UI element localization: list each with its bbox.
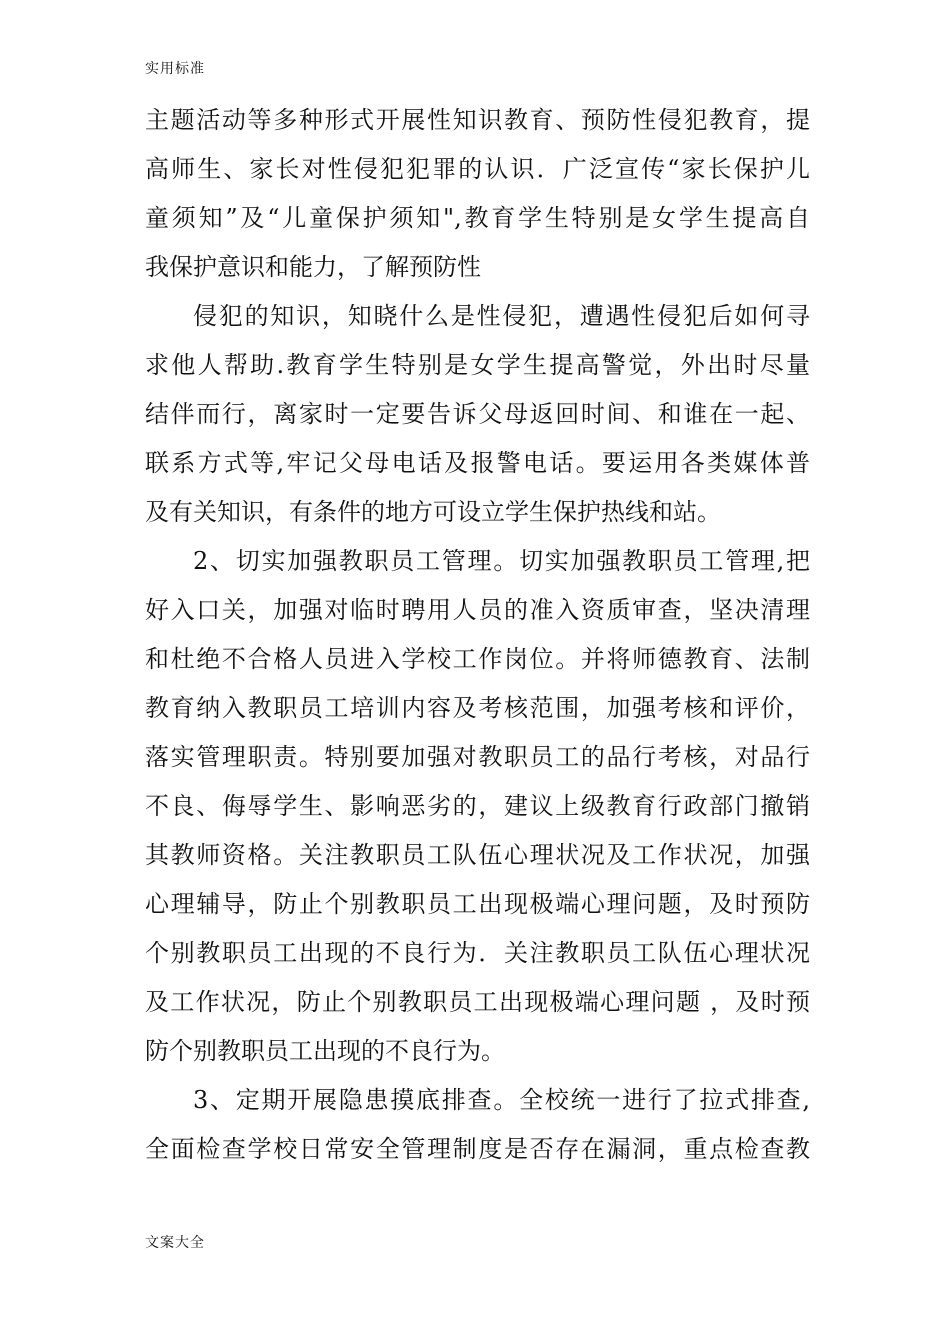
page-footer: 文案大全 bbox=[145, 1235, 205, 1251]
text-line: 落实管理职责。特别要加强对教职员工的品行考核，对品行 bbox=[145, 743, 810, 771]
text-line: 教育纳入教职员工培训内容及考核范围，加强考核和评价， bbox=[145, 694, 810, 722]
text-line: 联系方式等,牢记父母电话及报警电话。要运用各类媒体普 bbox=[145, 449, 810, 477]
text-line: 防个别教职员工出现的不良行为。 bbox=[145, 1037, 505, 1065]
text-line: 主题活动等多种形式开展性知识教育、预防性侵犯教育，提 bbox=[145, 106, 810, 134]
text-line: 求他人帮助.教育学生特别是女学生提高警觉，外出时尽量 bbox=[145, 351, 810, 379]
text-line: 我保护意识和能力，了解预防性 bbox=[145, 253, 481, 281]
text-line: 2、切实加强教职员工管理。切实加强教职员工管理,把 bbox=[193, 547, 810, 575]
text-line: 其教师资格。关注教职员工队伍心理状况及工作状况，加强 bbox=[145, 841, 810, 869]
text-line: 3、定期开展隐患摸底排查。全校统一进行了拉式排查, bbox=[193, 1086, 810, 1114]
text-line: 不良、侮辱学生、影响恶劣的，建议上级教育行政部门撤销 bbox=[145, 792, 810, 820]
text-line: 全面检查学校日常安全管理制度是否存在漏洞，重点检查教 bbox=[145, 1135, 810, 1163]
text-line: 和杜绝不合格人员进入学校工作岗位。并将师德教育、法制 bbox=[145, 645, 810, 673]
text-line: 个别教职员工出现的不良行为．关注教职员工队伍心理状况 bbox=[145, 939, 810, 967]
text-line: 及工作状况，防止个别教职员工出现极端心理问题 ，及时预 bbox=[145, 988, 810, 1016]
text-line: 侵犯的知识，知晓什么是性侵犯，遭遇性侵犯后如何寻 bbox=[193, 302, 810, 330]
text-line: 童须知”及“儿童保护须知",教育学生特别是女学生提高自 bbox=[145, 204, 810, 232]
text-line: 好入口关，加强对临时聘用人员的准入资质审查，坚决清理 bbox=[145, 596, 810, 624]
text-line: 结伴而行，离家时一定要告诉父母返回时间、和谁在一起、 bbox=[145, 400, 810, 428]
document-body bbox=[145, 96, 810, 1174]
page-header: 实用标准 bbox=[145, 61, 205, 77]
text-line: 高师生、家长对性侵犯犯罪的认识．广泛宣传“家长保护儿 bbox=[145, 155, 810, 183]
text-line: 及有关知识，有条件的地方可设立学生保护热线和站。 bbox=[145, 498, 721, 526]
text-line: 心理辅导，防止个别教职员工出现极端心理问题，及时预防 bbox=[145, 890, 810, 918]
